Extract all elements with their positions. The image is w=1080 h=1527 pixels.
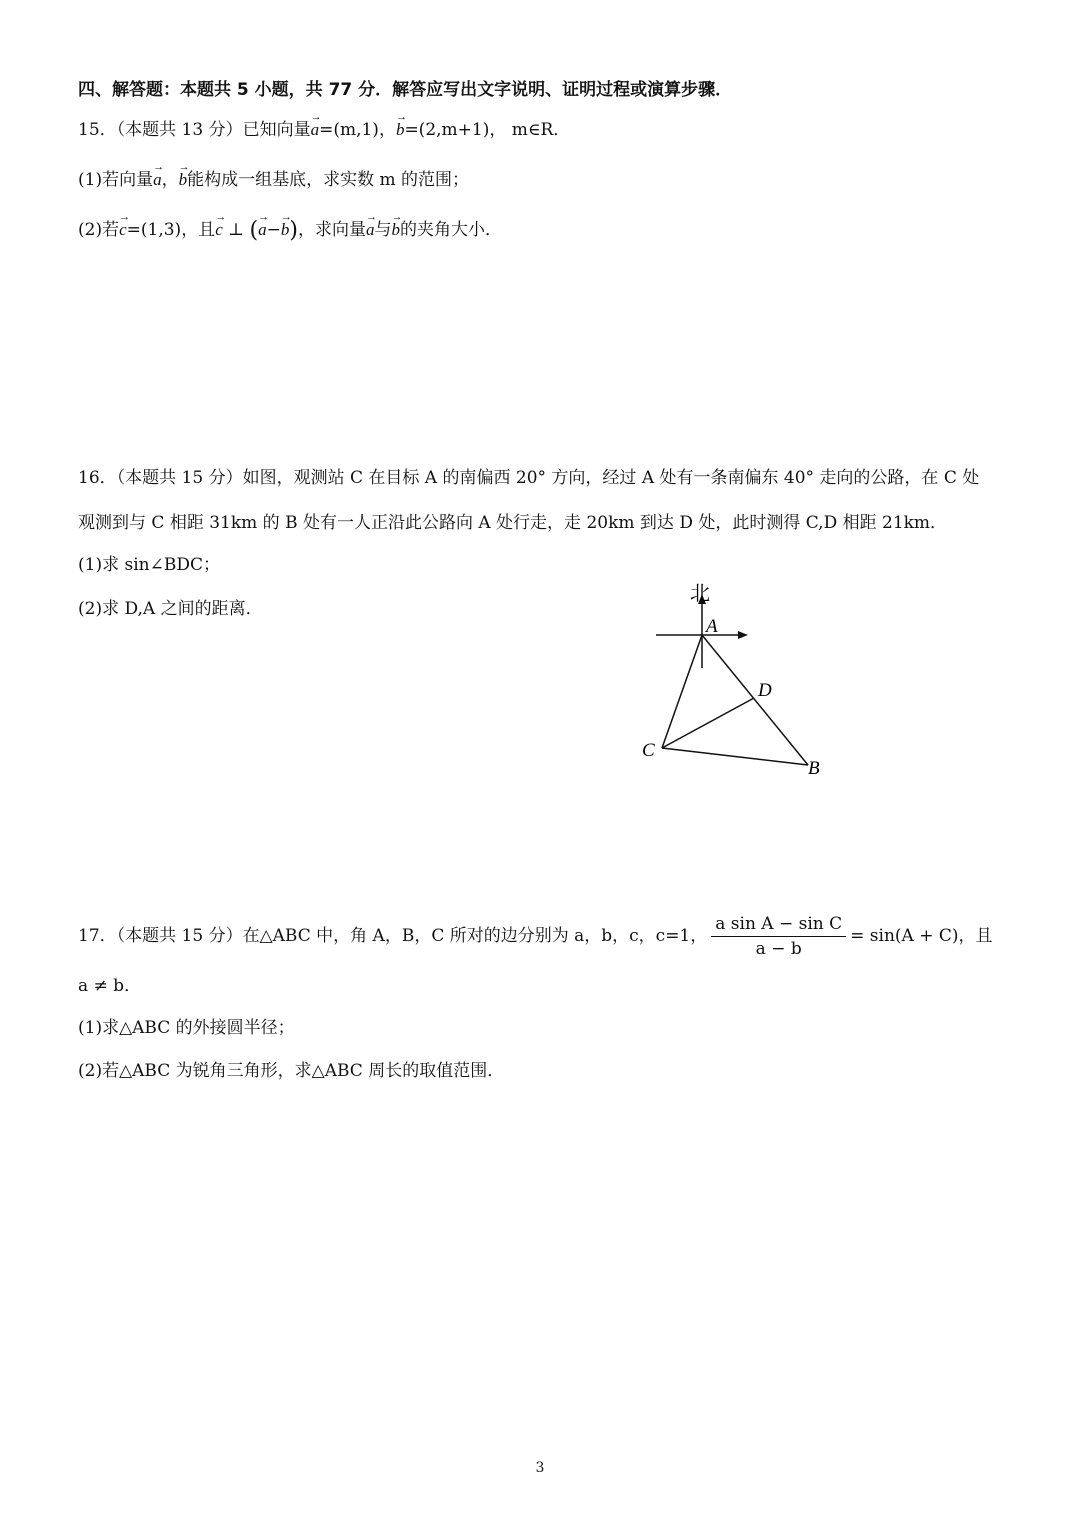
- q15-num: 15．（本题共 13 分）已知向量: [78, 120, 311, 140]
- q15-part2: (2)若→ c=(1,3)，且→ c ⊥ (→ a−→ b)，求向量→ a与→ b的夹角大小．: [78, 218, 502, 243]
- q17-stem-line2: a ≠ b．: [78, 976, 142, 996]
- q16-part2: (2)求 D,A 之间的距离．: [78, 599, 263, 619]
- q15-c-val: =(1,3): [126, 220, 182, 240]
- q15-with: 与: [374, 220, 392, 240]
- segment-CD: [662, 698, 754, 748]
- vector-b: → b: [179, 168, 188, 192]
- q15-part1: (1)若向量→ a，→ b能构成一组基底，求实数 m 的范围；: [78, 168, 469, 192]
- q17-prefix: 17．（本题共 15 分）在△ABC 中，角 A，B，C 所对的边分别为 a，b，c，c=1，: [78, 926, 708, 946]
- q15-p1-suffix: 能构成一组基底，求实数 m 的范围；: [187, 170, 470, 190]
- vector-b: → b: [391, 218, 400, 242]
- q16-stem-line2: 观测到与 C 相距 31km 的 B 处有一人正沿此公路向 A 处行走，走 20km 到达 D 处，此时测得 C,D 相距 21km．: [78, 513, 948, 533]
- q17-part1: (1)求△ABC 的外接圆半径；: [78, 1018, 295, 1038]
- triangle-figure: [630, 570, 850, 790]
- q15-p1-prefix: (1)若向量: [78, 170, 154, 190]
- q15-stem: 15．（本题共 13 分）已知向量→ a=(m,1)，→ b=(2,m+1)， m∈R．: [78, 118, 570, 142]
- label-A: A: [706, 616, 718, 637]
- north-label: 北: [690, 581, 710, 605]
- fraction-numerator: a sin A − sin C: [711, 914, 846, 937]
- q17-fraction: [711, 914, 846, 959]
- q15-b-val: =(2,m+1): [404, 120, 490, 140]
- q17-suffix: = sin(A + C)，且: [850, 926, 993, 946]
- vector-a: → a: [311, 118, 320, 142]
- segment-CB: [662, 748, 808, 765]
- vector-a: → a: [366, 218, 375, 242]
- segment-AB: [702, 635, 808, 765]
- fraction-denominator: a − b: [755, 939, 802, 959]
- q15-a-val: =(m,1): [319, 120, 379, 140]
- q15-p2-prefix: (2)若: [78, 220, 120, 240]
- q15-p2-suffix: ，求向量: [297, 220, 366, 240]
- label-D: D: [758, 680, 772, 701]
- page-number: 3: [535, 1460, 545, 1476]
- vector-a: → a: [258, 218, 267, 242]
- perp-symbol: ⊥: [228, 220, 245, 240]
- q15-p2-mid: ，且: [181, 220, 216, 240]
- segment-AC: [662, 635, 702, 748]
- q15-domain: m∈R．: [511, 120, 571, 140]
- vector-b: → b: [396, 118, 405, 142]
- vector-b: → b: [281, 218, 290, 242]
- vector-c: → c: [215, 218, 223, 242]
- label-B: B: [808, 758, 820, 779]
- vector-c: → c: [119, 218, 127, 242]
- q17-stem-line1: [78, 912, 993, 960]
- east-arrowhead: [738, 631, 748, 639]
- q17-part2: (2)若△ABC 为锐角三角形，求△ABC 周长的取值范围．: [78, 1061, 505, 1081]
- label-C: C: [642, 740, 655, 761]
- vector-a: → a: [153, 168, 162, 192]
- q16-part1: (1)求 sin∠BDC；: [78, 555, 220, 575]
- q16-stem-line1: 16．（本题共 15 分）如图，观测站 C 在目标 A 的南偏西 20° 方向，经过 A 处有一条南偏东 40° 走向的公路，在 C 处: [78, 468, 980, 488]
- section-header: 四、解答题：本题共 5 小题，共 77 分．解答应写出文字说明、证明过程或演算步骤．: [78, 80, 733, 100]
- q15-p2-end: 的夹角大小．: [399, 220, 502, 240]
